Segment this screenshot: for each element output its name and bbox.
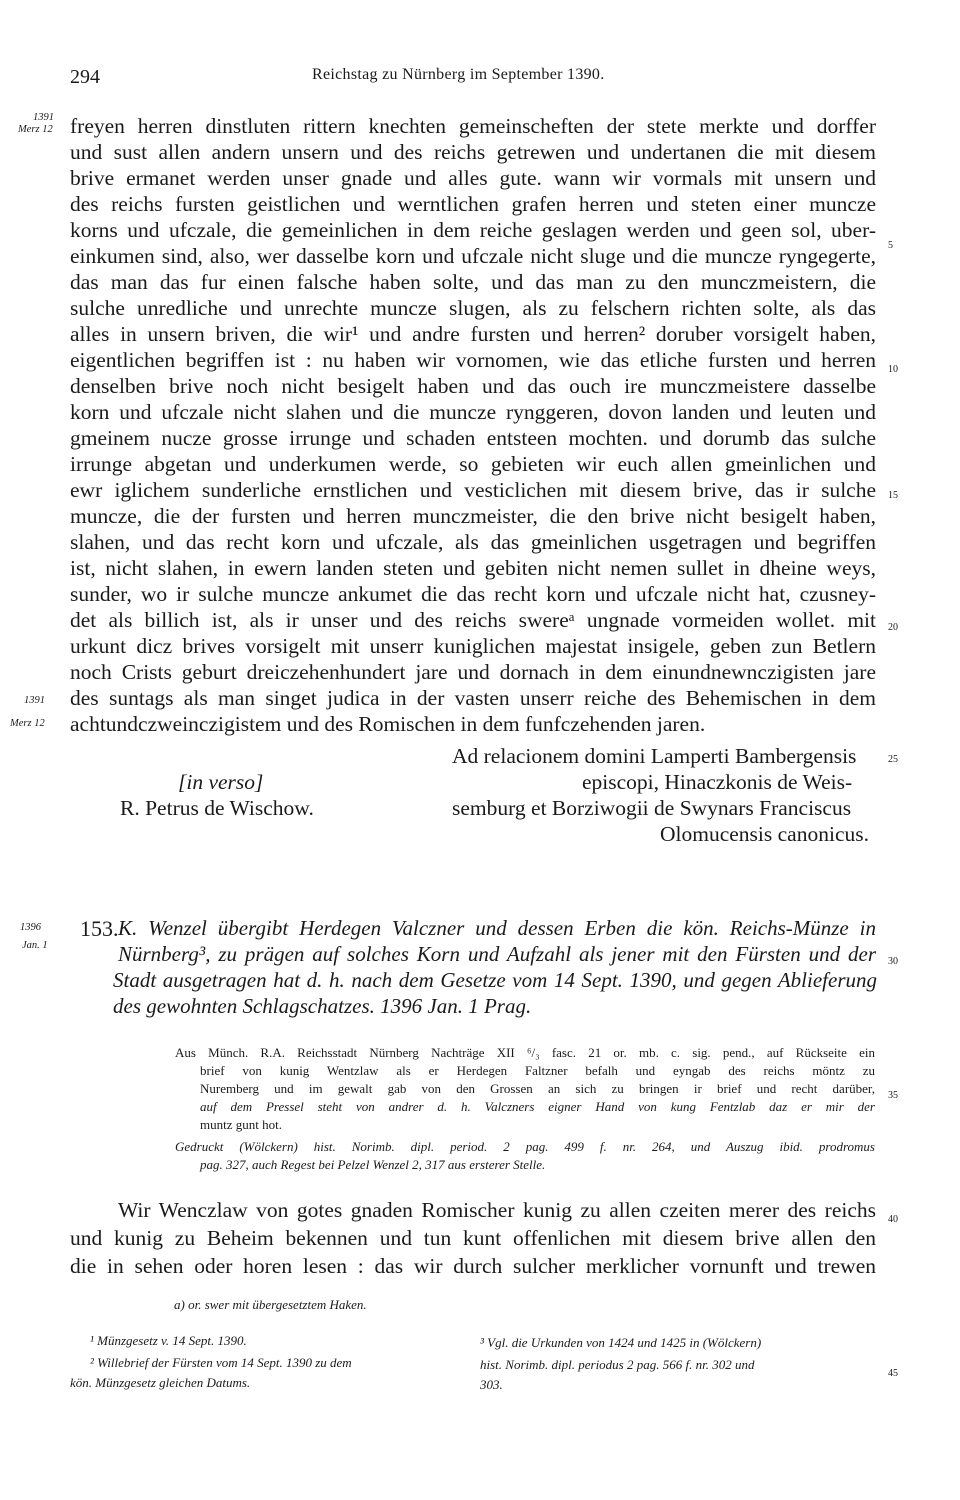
text-line: freyen herren dinstluten rittern knechten gemeinscheften der stete merkte und dorffer [70,114,876,138]
source-note: muntz gunt hot. [200,1117,282,1132]
text-line: alles in unsern briven, die wir¹ und andre fursten und herren² doruber vorsigelt haben, [70,322,876,346]
footnote: kön. Münzgesetz gleichen Datums. [70,1375,251,1390]
signatory-name: R. Petrus de Wischow. [120,796,314,820]
signature-relation: Olomucensis canonicus. [660,822,869,846]
text-line: korn und ufczale nicht slahen und die muncze rynggeren, dovon landen und leuten und [70,400,876,424]
line-number: 10 [888,364,898,375]
signature-relation: Ad relacionem domini Lamperti Bambergensis [452,744,857,768]
footnote: 303. [480,1377,503,1392]
text-line: ist, nicht slahen, in ewern landen steten und gebiten nicht nemen sullet in dheine weys, [70,556,876,580]
document-number: 153. [80,916,119,941]
text-line: noch Crists geburt dreiczehenhundert jare und dornach in dem einundnewnczigisten jare [70,660,876,684]
line-number: 15 [888,490,898,501]
text-line: muncze, die der fursten und herren munczmeister, die den brive nicht besigelt haben, [70,504,876,528]
text-line: des suntags als man singet judica in der vasten unserr reiche des Behemischen in dem [70,686,876,710]
line-number: 40 [888,1214,898,1225]
text-line: sunder, wo ir sulche muncze ankumet die das recht korn und ufczale nicht hat, czusney- [70,582,876,606]
margin-year: 1391 [33,112,54,123]
text-line: achtundczweinczigistem und des Romischen in dem funfczehenden jaren. [70,712,706,736]
text-line: sulche unredliche und unrechte muncze slugen, als zu felschern richten solte, als das [70,296,876,320]
line-number: 45 [888,1368,898,1379]
source-note: auf dem Pressel steht von andrer d. h. Valczners eigner Hand von kung Fentzlab daz er mir der [200,1099,875,1114]
text-line: irrunge abgetan und underkumen werde, so gebieten wir euch allen gmeinlichen und [70,452,876,476]
text-line: det als billich ist, als ir unser und des reichs swereᵃ ungnade vormeiden wollet. mit [70,608,876,632]
margin-date: Jan. 1 [22,940,48,951]
signature-relation: semburg et Borziwogii de Swynars Franciscus [452,796,852,820]
text-line: Wir Wenczlaw von gotes gnaden Romischer kunig zu allen czeiten merer des reichs [118,1198,876,1222]
text-line: einkumen sind, also, wer dasselbe korn und ufczale nicht sluge und die muncze ryngegerte, [70,244,876,268]
regest-line: des gewohnten Schlagschatzes. 1396 Jan. 1 Prag. [113,994,532,1018]
margin-date: Merz 12 [18,124,53,135]
margin-date: Merz 12 [10,718,45,729]
apparatus-note: a) or. swer mit übergesetztem Haken. [174,1297,367,1312]
text-line: das man das fur einen falsche haben solte, und das man zu den munczmeistern, die [70,270,876,294]
text-line: eigentlichen begriffen ist : nu haben wir vornomen, wie das etliche fursten und herren [70,348,876,372]
source-note: Aus Münch. R.A. Reichsstadt Nürnberg Nachträge XII ⁶/₃ fasc. 21 or. mb. c. sig. pend., auf Rückseite ein [175,1045,875,1060]
signature-relation: episcopi, Hinaczkonis de Weis- [582,770,853,794]
margin-year: 1396 [20,922,41,933]
text-line: korns und ufczale, die gemeinlichen in dem reiche geslagen werden und geen sol, uber- [70,218,876,242]
line-number: 5 [888,240,893,251]
text-line: und sust allen andern unsern und des reichs getrewen und undertanen die mit diesem [70,140,876,164]
running-title: Reichstag zu Nürnberg im September 1390. [312,66,605,83]
footnote: ¹ Münzgesetz v. 14 Sept. 1390. [90,1333,247,1348]
line-number: 20 [888,622,898,633]
text-line: die in sehen oder horen lesen : das wir durch sulcher merklicher vornunft und trewen [70,1254,876,1278]
source-note: Gedruckt (Wölckern) hist. Norimb. dipl. period. 2 pag. 499 f. nr. 264, und Auszug ibid. prodromus [175,1139,875,1154]
footnote: ³ Vgl. die Urkunden von 1424 und 1425 in (Wölckern) [480,1335,762,1350]
regest-line: Nürnberg³, zu prägen auf solches Korn und Aufzahl als jener mit den Fürsten und der [118,942,876,966]
source-note: pag. 327, auch Regest bei Pelzel Wenzel 2, 317 aus ersterer Stelle. [200,1157,546,1172]
source-note: Nuremberg und im gewalt gab von den Grossen an sich zu bringen ir brief und recht darüber, [200,1081,875,1096]
text-line: des reichs fursten geistlichen und werntlichen grafen herren und steten einer muncze [70,192,876,216]
text-line: urkunt dicz brives vorsigelt mit unserr kuniglichen majestat insigele, geben zun Betlern [70,634,876,658]
text-line: brive ermanet werden unser gnade und alles gute. wann wir vormals mit unsern und [70,166,876,190]
footnote: ² Willebrief der Fürsten vom 14 Sept. 1390 zu dem [90,1355,352,1370]
regest-line: K. Wenzel übergibt Herdegen Valczner und dessen Erben die kön. Reichs-Münze in [118,916,876,940]
text-line: gmeinem nucze grosse irrunge und schaden entsteen mochten. und dorumb das sulche [70,426,876,450]
footnote: hist. Norimb. dipl. periodus 2 pag. 566 f. nr. 302 und [480,1357,755,1372]
page-number: 294 [70,66,100,88]
text-line: denselben brive noch nicht besigelt haben und das ouch ire munczmeistere dasselbe [70,374,876,398]
text-line: und kunig zu Beheim bekennen und tun kunt offenlichen mit diesem brive allen den [70,1226,876,1250]
text-line: slahen, und das recht korn und ufczale, als das gmeinlichen usgetragen und begriffen [70,530,876,554]
regest-line: Stadt ausgetragen hat d. h. nach dem Gesetze vom 14 Sept. 1390, und gegen Ablieferung [113,968,877,992]
source-note: brief von kunig Wentzlaw als er Herdegen Faltzner befalh und eyngab des reichs möntz zu [200,1063,875,1078]
line-number: 35 [888,1090,898,1101]
margin-year: 1391 [24,695,45,706]
text-line: ewr iglichem sunderliche ernstlichen und vesticlichen mit diesem brive, das ir sulche [70,478,876,502]
in-verso-note: [in verso] [178,770,264,794]
line-number: 30 [888,956,898,967]
line-number: 25 [888,754,898,765]
